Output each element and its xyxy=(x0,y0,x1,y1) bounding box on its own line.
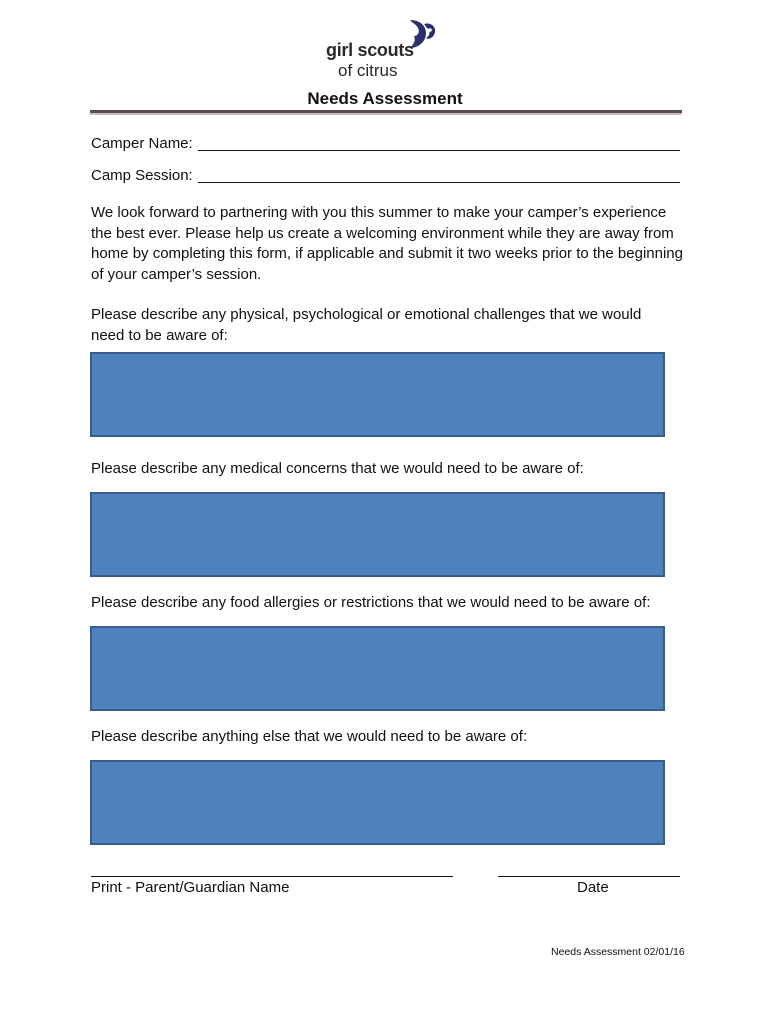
footer-revision: Needs Assessment 02/01/16 xyxy=(551,946,685,958)
logo xyxy=(322,18,442,82)
question-4-prompt: Please describe anything else that we would need to be aware of: xyxy=(91,728,528,745)
question-1-answer-box[interactable] xyxy=(90,352,665,437)
question-4-answer-box[interactable] xyxy=(90,760,665,845)
camp-session-field[interactable] xyxy=(198,170,680,183)
title-divider xyxy=(90,110,682,115)
parent-name-label: Print - Parent/Guardian Name xyxy=(91,879,290,896)
parent-name-line[interactable] xyxy=(91,876,453,877)
camper-name-label: Camper Name: xyxy=(91,135,193,152)
date-label: Date xyxy=(577,879,609,896)
logo-text-primary: girl scouts xyxy=(326,40,414,60)
logo-text-secondary: of citrus xyxy=(338,61,398,80)
page-title: Needs Assessment xyxy=(307,89,463,108)
question-2-answer-box[interactable] xyxy=(90,492,665,577)
question-2-prompt: Please describe any medical concerns that we would need to be aware of: xyxy=(91,460,584,477)
camp-session-label: Camp Session: xyxy=(91,167,193,184)
camper-name-field[interactable] xyxy=(198,138,680,151)
question-3-answer-box[interactable] xyxy=(90,626,665,711)
question-1-prompt: Please describe any physical, psychological or emotional challenges that we would need to be aware of: xyxy=(91,306,642,344)
intro-paragraph: We look forward to partnering with you this summer to make your camper’s experience the best ever. Please help us create a welcoming environment while they are away from home by completing this form, if applicable and submit it two weeks prior to the beginning of your camper’s session. xyxy=(91,204,683,283)
question-3-prompt: Please describe any food allergies or restrictions that we would need to be aware of: xyxy=(91,594,651,611)
date-line[interactable] xyxy=(498,876,680,877)
